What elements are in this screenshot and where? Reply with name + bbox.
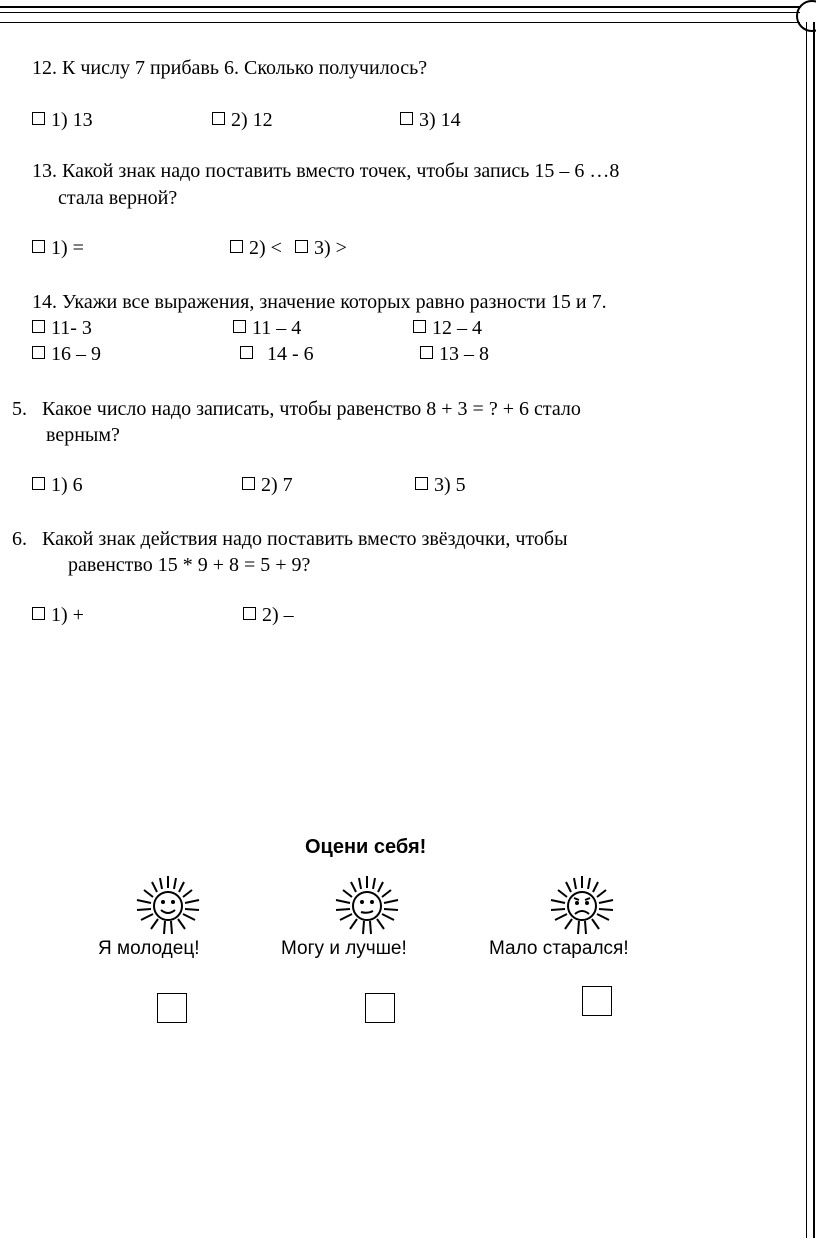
- q6-option-2[interactable]: 2) –: [243, 603, 294, 627]
- grade-checkbox-good[interactable]: [157, 993, 187, 1023]
- q12-option-3[interactable]: 3) 14: [400, 108, 461, 132]
- grade-checkbox-little-effort[interactable]: [582, 986, 612, 1016]
- q13-option-2[interactable]: 2) <: [230, 236, 282, 260]
- question-13-text-line2: стала верной?: [58, 187, 178, 209]
- checkbox[interactable]: [32, 607, 45, 620]
- checkbox[interactable]: [415, 477, 428, 490]
- question-6-text-line1: 6. Какой знак действия надо поставить вместо звёздочки, чтобы: [12, 528, 568, 550]
- grade-label-little-effort: Мало старался!: [489, 938, 629, 959]
- q13-option-1[interactable]: 1) =: [32, 236, 84, 260]
- checkbox[interactable]: [32, 112, 45, 125]
- q14-option-4[interactable]: 16 – 9: [32, 342, 101, 366]
- checkbox[interactable]: [240, 346, 253, 359]
- q12-option-2[interactable]: 2) 12: [212, 108, 273, 132]
- q14-option-2[interactable]: 11 – 4: [233, 316, 301, 340]
- question-12-text: 12. К числу 7 прибавь 6. Сколько получилось?: [32, 57, 428, 79]
- page-border-right: [806, 22, 815, 1238]
- grade-label-good: Я молодец!: [98, 938, 200, 959]
- checkbox[interactable]: [230, 240, 243, 253]
- q13-option-3[interactable]: 3) >: [295, 236, 347, 260]
- checkbox[interactable]: [420, 346, 433, 359]
- question-14-text: 14. Укажи все выражения, значение которых равно разности 15 и 7.: [32, 291, 607, 313]
- question-5-text-line2: верным?: [46, 424, 120, 446]
- checkbox[interactable]: [295, 240, 308, 253]
- checkbox[interactable]: [243, 607, 256, 620]
- q5-option-2[interactable]: 2) 7: [242, 473, 293, 497]
- checkbox[interactable]: [233, 320, 246, 333]
- checkbox[interactable]: [413, 320, 426, 333]
- checkbox[interactable]: [242, 477, 255, 490]
- q5-option-1[interactable]: 1) 6: [32, 473, 83, 497]
- checkbox[interactable]: [212, 112, 225, 125]
- neutral-sun-icon: [330, 874, 404, 936]
- checkbox[interactable]: [32, 320, 45, 333]
- checkbox[interactable]: [32, 477, 45, 490]
- q14-option-6[interactable]: 13 – 8: [420, 342, 489, 366]
- q6-option-1[interactable]: 1) +: [32, 603, 84, 627]
- sad-sun-icon: [545, 874, 619, 936]
- page-border-top: [0, 6, 800, 23]
- question-13-text-line1: 13. Какой знак надо поставить вместо точек, чтобы запись 15 – 6 …8: [32, 160, 620, 182]
- q14-option-1[interactable]: 11- 3: [32, 316, 92, 340]
- question-6-text-line2: равенство 15 * 9 + 8 = 5 + 9?: [68, 554, 311, 576]
- q14-option-5[interactable]: 14 - 6: [240, 342, 314, 366]
- checkbox[interactable]: [400, 112, 413, 125]
- grade-checkbox-can-better[interactable]: [365, 993, 395, 1023]
- q14-option-3[interactable]: 12 – 4: [413, 316, 482, 340]
- self-assessment-heading: Оцени себя!: [305, 836, 427, 858]
- q5-option-3[interactable]: 3) 5: [415, 473, 466, 497]
- happy-sun-icon: [131, 874, 205, 936]
- question-5-text-line1: 5. Какое число надо записать, чтобы равенство 8 + 3 = ? + 6 стало: [12, 398, 581, 420]
- checkbox[interactable]: [32, 346, 45, 359]
- page-border-corner: [796, 0, 816, 32]
- checkbox[interactable]: [32, 240, 45, 253]
- q12-option-1[interactable]: 1) 13: [32, 108, 93, 132]
- grade-label-can-better: Могу и лучше!: [281, 938, 407, 959]
